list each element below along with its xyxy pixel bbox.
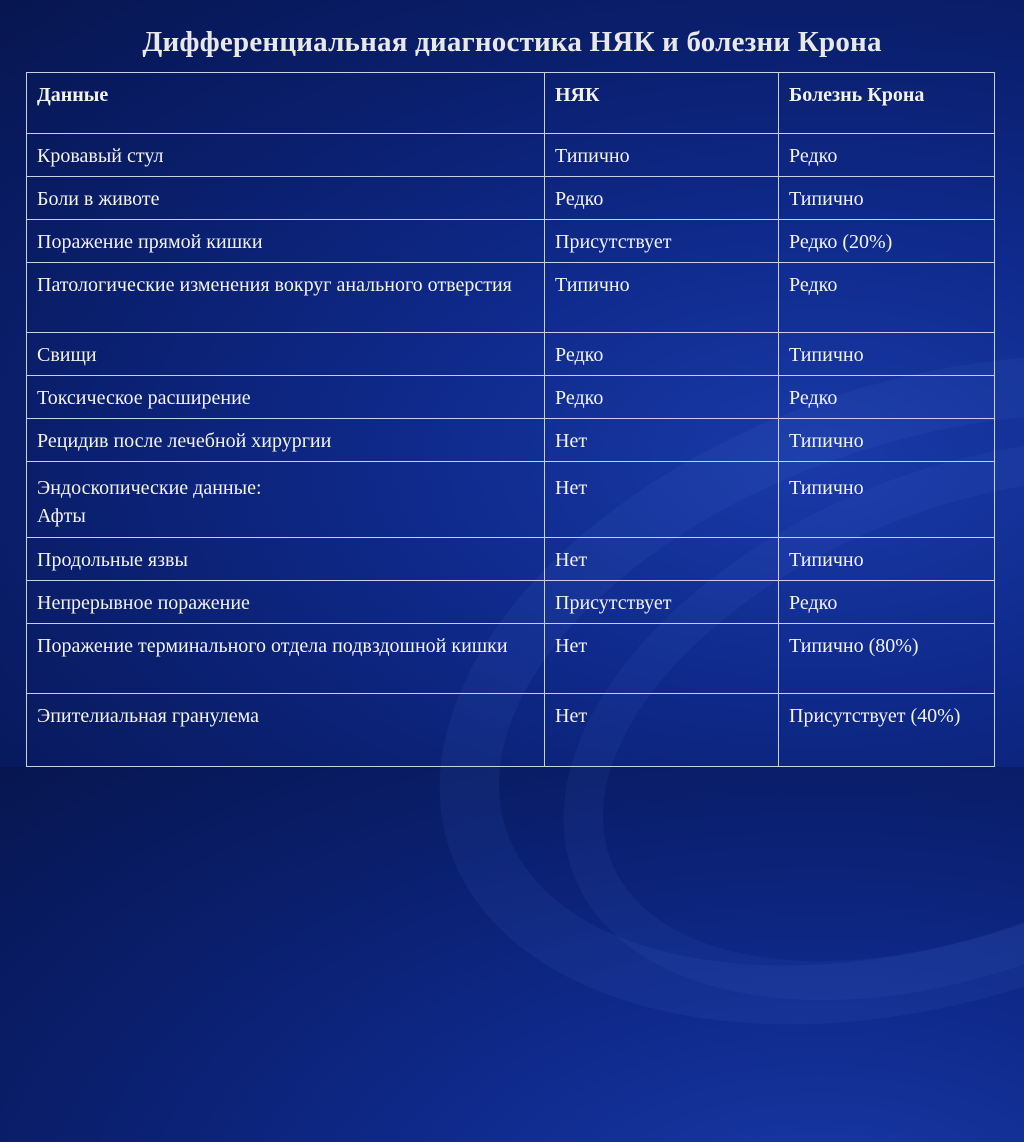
- cell-nyak: Редко: [545, 376, 779, 419]
- cell-data-line: Эндоскопические данные:: [37, 477, 262, 499]
- cell-data: Поражение прямой кишки: [27, 220, 545, 263]
- cell-nyak: Присутствует: [545, 220, 779, 263]
- cell-crohn: Присутствует (40%): [779, 694, 995, 767]
- cell-crohn: Типично: [779, 333, 995, 376]
- table-row: [27, 538, 995, 581]
- cell-nyak: Присутствует: [545, 581, 779, 624]
- cell-data: Боли в животе: [27, 177, 545, 220]
- table-row: [27, 581, 995, 624]
- cell-crohn: Редко: [779, 263, 995, 333]
- cell-data-line: Афты: [37, 505, 86, 527]
- table-row: [27, 419, 995, 462]
- slide-title: Дифференциальная диагностика НЯК и болезни Крона: [142, 26, 882, 58]
- table-row: [27, 177, 995, 220]
- cell-crohn: Типично: [779, 462, 995, 538]
- cell-data: Патологические изменения вокруг анального отверстия: [27, 263, 545, 333]
- table-row: [27, 624, 995, 694]
- cell-nyak: Типично: [545, 134, 779, 177]
- cell-data: Свищи: [27, 333, 545, 376]
- cell-data: Кровавый стул: [27, 134, 545, 177]
- cell-nyak: Нет: [545, 694, 779, 767]
- table-row: [27, 263, 995, 333]
- cell-data: Рецидив после лечебной хирургии: [27, 419, 545, 462]
- cell-crohn: Редко: [779, 134, 995, 177]
- header-nyak: НЯК: [545, 73, 779, 134]
- table-row: [27, 462, 995, 538]
- cell-nyak: Редко: [545, 177, 779, 220]
- cell-data: Токсическое расширение: [27, 376, 545, 419]
- cell-data: Эпителиальная гранулема: [27, 694, 545, 767]
- cell-data: Непрерывное поражение: [27, 581, 545, 624]
- cell-crohn: Типично: [779, 538, 995, 581]
- cell-crohn: Типично: [779, 177, 995, 220]
- cell-data: [27, 462, 545, 538]
- table-row: [27, 220, 995, 263]
- table-row: [27, 376, 995, 419]
- cell-nyak: Нет: [545, 462, 779, 538]
- cell-nyak: Нет: [545, 538, 779, 581]
- cell-data: Продольные язвы: [27, 538, 545, 581]
- cell-crohn: Редко: [779, 376, 995, 419]
- cell-nyak: Редко: [545, 333, 779, 376]
- cell-crohn: Редко (20%): [779, 220, 995, 263]
- table-row: [27, 694, 995, 767]
- comparison-table: [26, 72, 995, 767]
- cell-nyak: Нет: [545, 624, 779, 694]
- header-crohn: Болезнь Крона: [779, 73, 995, 134]
- cell-nyak: Нет: [545, 419, 779, 462]
- table-header-row: [27, 73, 995, 134]
- cell-crohn: Редко: [779, 581, 995, 624]
- table-row: [27, 333, 995, 376]
- cell-crohn: Типично (80%): [779, 624, 995, 694]
- cell-crohn: Типично: [779, 419, 995, 462]
- header-data: Данные: [27, 73, 545, 134]
- table-row: [27, 134, 995, 177]
- cell-nyak: Типично: [545, 263, 779, 333]
- cell-data: Поражение терминального отдела подвздошной кишки: [27, 624, 545, 694]
